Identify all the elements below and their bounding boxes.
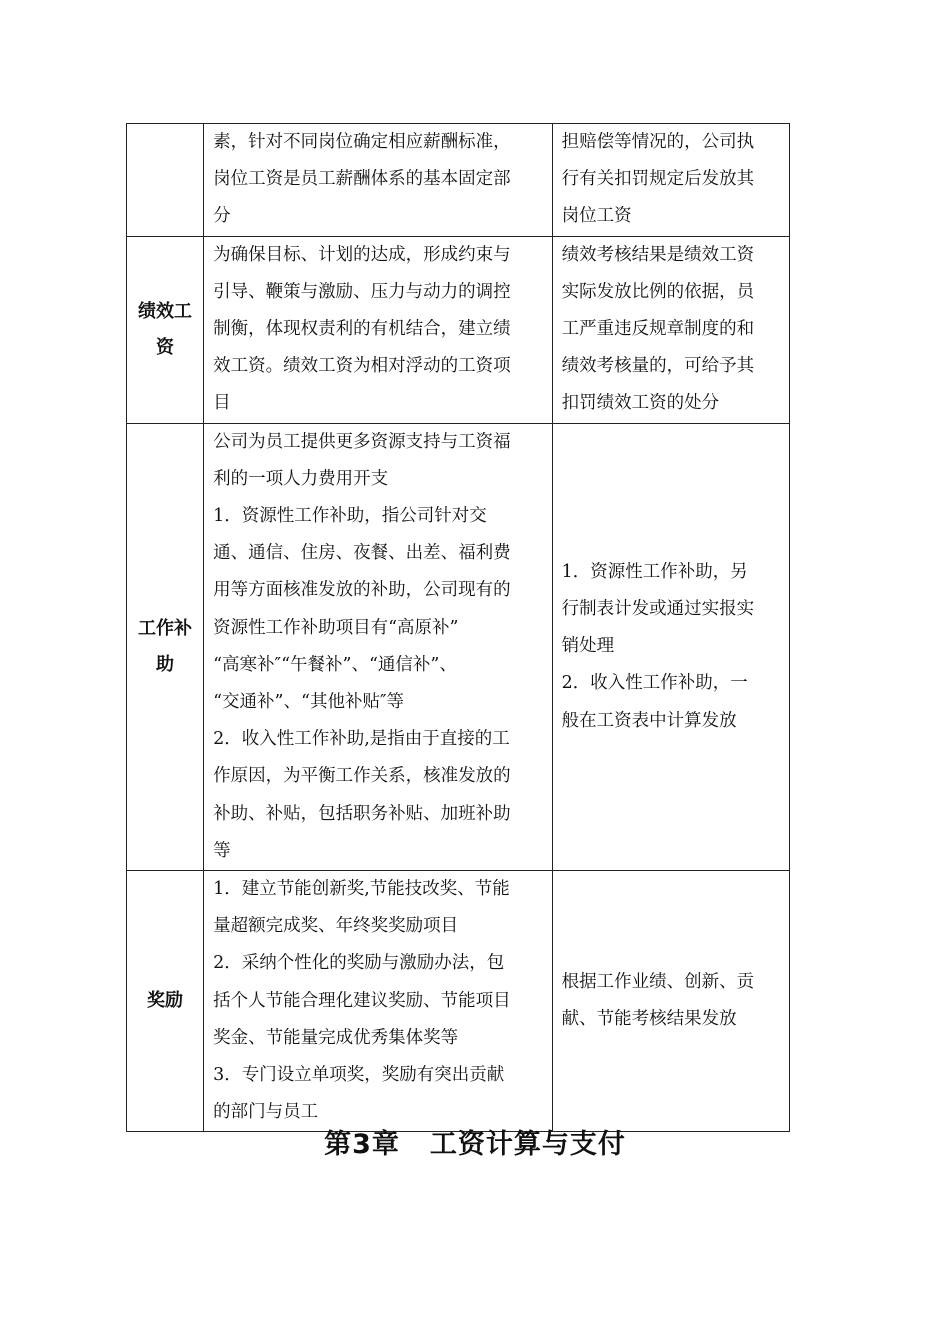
rule-line: 根据工作业绩、创新、贡 [561, 972, 755, 993]
rule-line: 工严重违反规章制度的和 [561, 319, 755, 340]
table-row [127, 423, 790, 870]
rule-line: 绩效考核结果是绩效工资 [561, 244, 755, 265]
rule-line: 实际发放比例的依据，员 [561, 281, 755, 302]
description-line: 引导、鞭策与激励、压力与动力的调控 [213, 281, 511, 302]
row-description [204, 871, 553, 1132]
row-description [204, 124, 553, 237]
description-line: 岗位工资是员工薪酬体系的基本固定部 [213, 169, 511, 190]
row-label: 工作补助 [127, 423, 204, 870]
rule-line: 担赔偿等情况的，公司执 [561, 132, 755, 152]
rule-line: 1．资源性工作补助，另 [561, 561, 748, 582]
rule-line: 行制表计发或通过实报实 [561, 599, 755, 620]
description-line: 的部门与员工 [213, 1102, 319, 1123]
description-line: 2．采纳个性化的奖励与激励办法，包 [213, 953, 505, 974]
description-line: 括个人节能合理化建议奖励、节能项目 [213, 990, 511, 1011]
rule-line: 扣罚绩效工资的处分 [561, 393, 720, 414]
description-line: “交通补”、“其他补贴″等 [213, 692, 404, 713]
row-rule [552, 236, 789, 423]
row-description [204, 236, 553, 423]
description-line: 效工资。绩效工资为相对浮动的工资项 [213, 356, 511, 377]
row-label [127, 124, 204, 237]
description-line: 利的一项人力费用开支 [213, 468, 389, 489]
rule-line: 绩效考核量的，可给予其 [561, 356, 755, 377]
description-line: 1．资源性工作补助，指公司针对交 [213, 506, 487, 527]
description-line: 素，针对不同岗位确定相应薪酬标准， [213, 132, 511, 152]
rule-line: 销处理 [561, 636, 615, 657]
row-description [204, 423, 553, 870]
description-line: 奖金、节能量完成优秀集体奖等 [213, 1027, 459, 1048]
rule-line: 行有关扣罚规定后发放其 [561, 169, 755, 190]
description-line: “高寒补″“午餐补”、“通信补”、 [213, 654, 457, 675]
row-label: 奖励 [127, 871, 204, 1132]
description-line: 分 [213, 206, 231, 227]
table-row [127, 236, 790, 423]
table-row [127, 871, 790, 1132]
description-line: 公司为员工提供更多资源支持与工资福 [213, 431, 511, 452]
rule-line: 献、节能考核结果发放 [561, 1009, 737, 1030]
description-line: 作原因，为平衡工作关系，核准发放的 [213, 766, 511, 787]
table-body [127, 124, 790, 1132]
description-line: 用等方面核准发放的补助，公司现有的 [213, 580, 511, 601]
description-line: 1．建立节能创新奖,节能技改奖、节能 [213, 879, 510, 900]
description-line: 等 [213, 840, 231, 861]
row-rule [552, 871, 789, 1132]
rule-line: 般在工资表中计算发放 [561, 710, 737, 731]
chapter-number: 第3章 [324, 1129, 400, 1160]
description-line: 制衡，体现权责利的有机结合，建立绩 [213, 319, 511, 340]
chapter-title: 工资计算与支付 [429, 1129, 626, 1160]
salary-structure-table [126, 123, 790, 1132]
table-row [127, 124, 790, 237]
row-rule [552, 124, 789, 237]
description-line: 补助、补贴，包括职务补贴、加班补助 [213, 803, 511, 824]
rule-line: 岗位工资 [561, 206, 632, 227]
description-line: 3．专门设立单项奖，奖励有突出贡献 [213, 1065, 505, 1086]
description-line: 为确保目标、计划的达成，形成约束与 [213, 244, 511, 265]
description-line: 目 [213, 393, 231, 414]
description-line: 2．收入性工作补助,是指由于直接的工 [213, 729, 510, 750]
row-rule [552, 423, 789, 870]
description-line: 量超额完成奖、年终奖奖励项目 [213, 916, 459, 937]
description-line: 通、通信、住房、夜餐、出差、福利费 [213, 543, 511, 564]
rule-line: 2．收入性工作补助，一 [561, 673, 748, 694]
row-label: 绩效工资 [127, 236, 204, 423]
description-line: 资源性工作补助项目有“高原补” [213, 617, 459, 638]
chapter-heading [0, 1123, 950, 1167]
